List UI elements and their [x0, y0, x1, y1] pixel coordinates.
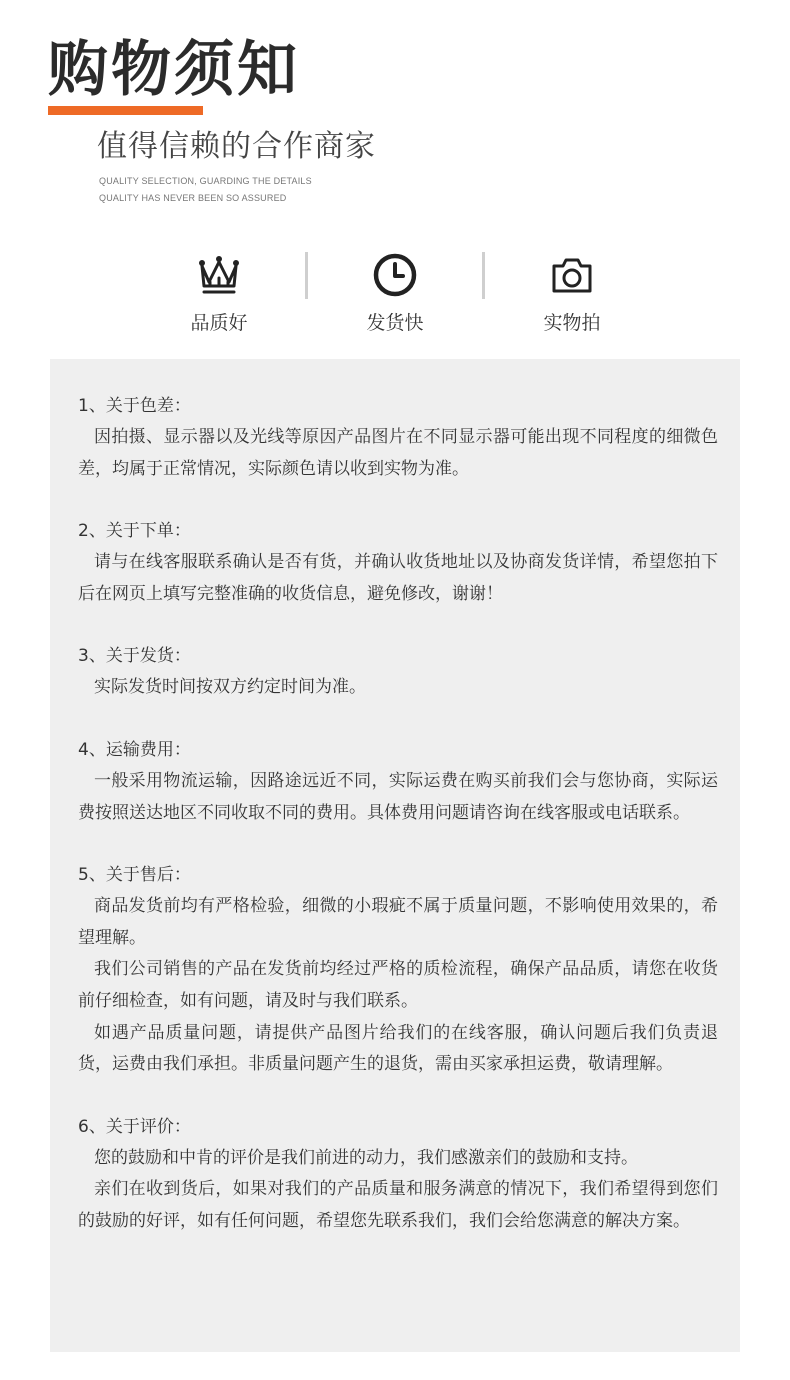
tagline-line-1: QUALITY SELECTION, GUARDING THE DETAILS — [99, 176, 312, 186]
page-title: 购物须知 — [48, 35, 300, 105]
feature-label-quality: 品质好 — [190, 312, 248, 334]
notice-freight-cost — [78, 735, 718, 829]
notice-paragraph: 您的鼓励和中肯的评价是我们前进的动力，我们感激亲们的鼓励和支持。 — [94, 1147, 638, 1168]
subtitle: 值得信赖的合作商家 — [97, 129, 376, 164]
notice-list — [78, 391, 718, 1269]
feature-divider — [305, 252, 308, 299]
notice-paragraph: 实际发货时间按双方约定时间为准。 — [94, 677, 366, 698]
feature-quality — [149, 252, 289, 336]
notice-title: 1、关于色差： — [78, 396, 191, 416]
feature-label-real-photos: 实物拍 — [543, 312, 601, 334]
clock-icon — [372, 252, 418, 298]
crown-icon — [196, 252, 242, 298]
notice-paragraph: 请与在线客服联系确认是否有货，并确认收货地址以及协商发货详情，希望您拍下后在网页上填写完整准确的收货信息，避免修改，谢谢！ — [78, 552, 718, 604]
notice-after-sales — [78, 860, 718, 1081]
notice-paragraph: 商品发货前均有严格检验，细微的小瑕疵不属于质量问题，不影响使用效果的，希望理解。 — [78, 896, 718, 948]
notice-paragraph: 亲们在收到货后，如果对我们的产品质量和服务满意的情况下，我们希望得到您们的鼓励的好评，如有任何问题，希望您先联系我们，我们会给您满意的解决方案。 — [78, 1179, 718, 1231]
feature-real-photos — [502, 252, 642, 336]
tagline-line-2: QUALITY HAS NEVER BEEN SO ASSURED — [99, 193, 287, 203]
notice-paragraph: 一般采用物流运输，因路途远近不同，实际运费在购买前我们会与您协商，实际运费按照送达地区不同收取不同的费用。具体费用问题请咨询在线客服或电话联系。 — [78, 770, 718, 823]
title-accent-bar — [48, 106, 203, 115]
feature-divider — [482, 252, 485, 299]
notice-shipping — [78, 641, 718, 704]
purchase-notice-panel — [50, 359, 740, 1352]
camera-icon — [549, 252, 595, 298]
notice-title: 5、关于售后： — [78, 865, 191, 886]
notice-paragraph: 我们公司销售的产品在发货前均经过严格的质检流程，确保产品品质，请您在收货前仔细检查，如有问题，请及时与我们联系。 — [78, 959, 718, 1011]
notice-paragraph: 因拍摄、显示器以及光线等原因产品图片在不同显示器可能出现不同程度的细微色差，均属于正常情况，实际颜色请以收到实物为准。 — [78, 427, 718, 479]
feature-label-fast-shipping: 发货快 — [366, 312, 424, 334]
notice-title: 2、关于下单： — [78, 521, 191, 542]
notice-paragraph: 如遇产品质量问题，请提供产品图片给我们的在线客服，确认问题后我们负责退货，运费由我们承担。非质量问题产生的退货，需由买家承担运费，敬请理解。 — [78, 1022, 718, 1075]
notice-ordering — [78, 516, 718, 610]
notice-title: 4、运输费用： — [78, 739, 191, 760]
notice-title: 3、关于发货： — [78, 646, 191, 667]
feature-fast-shipping — [325, 252, 465, 336]
notice-reviews — [78, 1112, 718, 1238]
notice-color-difference — [78, 391, 718, 485]
notice-title: 6、关于评价： — [78, 1116, 191, 1137]
